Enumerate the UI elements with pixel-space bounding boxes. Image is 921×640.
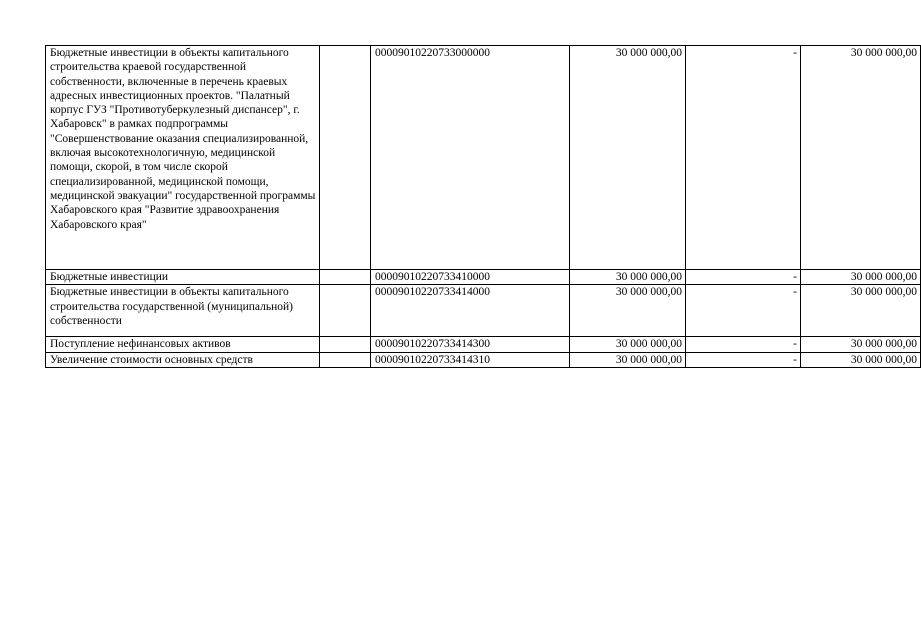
row-remainder-cell: 30 000 000,00	[801, 270, 921, 285]
row-name-cell: Бюджетные инвестиции в объекты капитального строительства государственной (муниципальной) собственности	[46, 285, 320, 337]
row-code-cell: 00009010220733000000	[371, 46, 570, 270]
row-remainder-cell: 30 000 000,00	[801, 285, 921, 337]
row-code-cell: 00009010220733410000	[371, 270, 570, 285]
row-empty-cell	[320, 46, 371, 270]
row-plan-cell: 30 000 000,00	[570, 270, 686, 285]
row-remainder-cell: 30 000 000,00	[801, 337, 921, 352]
table-row	[46, 285, 921, 337]
row-remainder-cell: 30 000 000,00	[801, 352, 921, 367]
row-plan-cell: 30 000 000,00	[570, 337, 686, 352]
row-empty-cell	[320, 285, 371, 337]
row-exec-cell: -	[686, 270, 801, 285]
row-remainder-cell: 30 000 000,00	[801, 46, 921, 270]
budget-execution-table	[45, 45, 921, 368]
row-code-cell: 00009010220733414000	[371, 285, 570, 337]
table-row	[46, 270, 921, 285]
row-empty-cell	[320, 352, 371, 367]
row-exec-cell: -	[686, 337, 801, 352]
row-name-cell: Увеличение стоимости основных средств	[46, 352, 320, 367]
row-code-cell: 00009010220733414310	[371, 352, 570, 367]
row-name-cell: Бюджетные инвестиции в объекты капитального строительства краевой государственной собственности, включенные в перечень краевых адресных инвестиционных проектов. "Палатный корпус ГУЗ "Противотуберкулезный диспансер", г. Хабаровск" в рамках подпрограммы "Совершенствование оказания специализированной, включая высокотехнологичную, медицинской помощи, скорой, в том числе скорой специализированной, медицинской помощи, медицинской эвакуации" государственной программы Хабаровского края "Развитие здравоохранения Хабаровского края"	[46, 46, 320, 270]
row-plan-cell: 30 000 000,00	[570, 285, 686, 337]
table-row	[46, 337, 921, 352]
row-plan-cell: 30 000 000,00	[570, 352, 686, 367]
row-name-cell: Поступление нефинансовых активов	[46, 337, 320, 352]
row-exec-cell: -	[686, 352, 801, 367]
row-exec-cell: -	[686, 285, 801, 337]
row-empty-cell	[320, 270, 371, 285]
row-plan-cell: 30 000 000,00	[570, 46, 686, 270]
row-exec-cell: -	[686, 46, 801, 270]
table-row	[46, 352, 921, 367]
table-row	[46, 46, 921, 270]
row-empty-cell	[320, 337, 371, 352]
row-code-cell: 00009010220733414300	[371, 337, 570, 352]
row-name-cell: Бюджетные инвестиции	[46, 270, 320, 285]
